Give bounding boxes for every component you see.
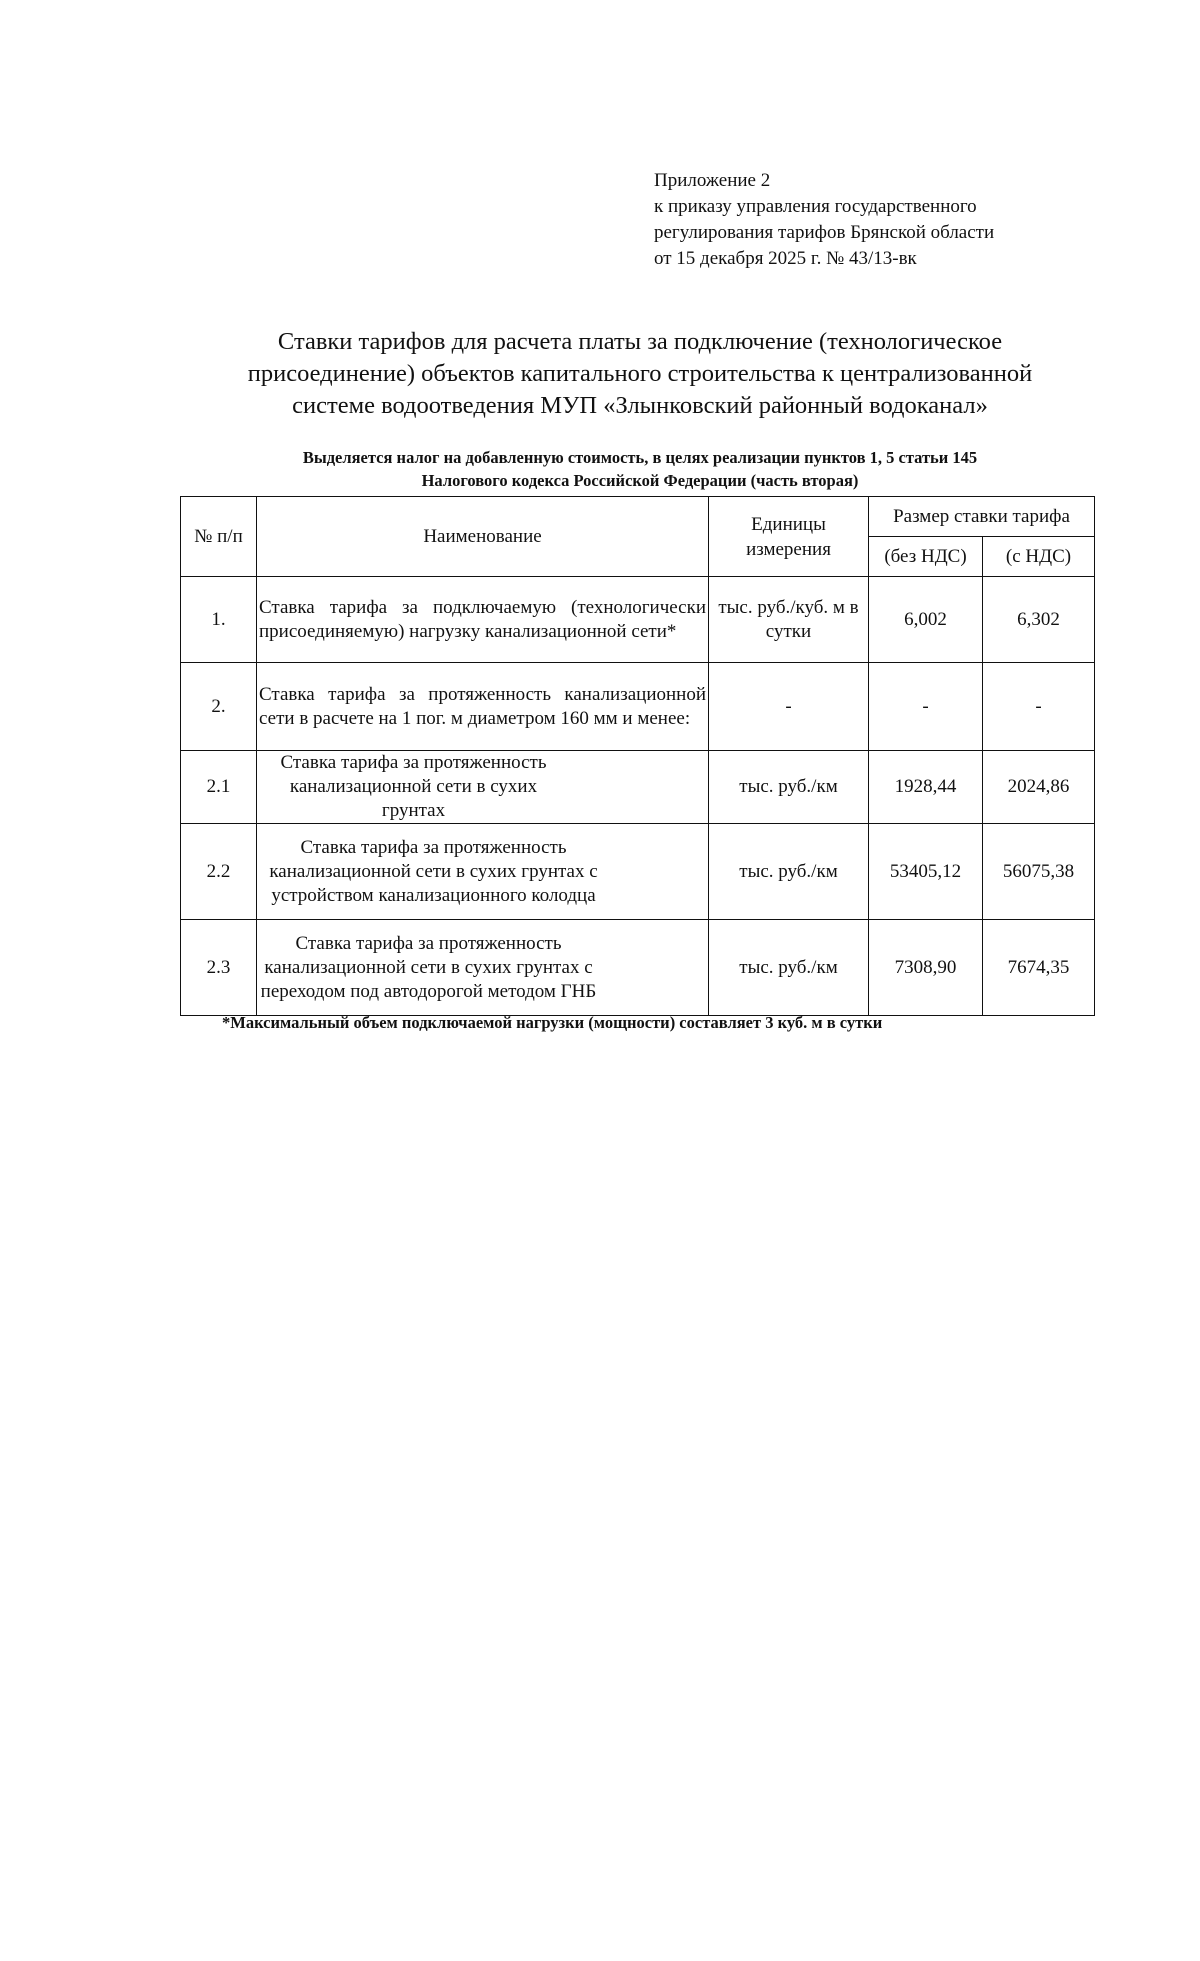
row-no-vat: 6,002 xyxy=(869,577,983,663)
header-with-vat: (с НДС) xyxy=(983,537,1095,577)
title-line-2: присоединение) объектов капитального строительства к централизованной xyxy=(247,360,1033,387)
header-rate: Размер ставки тарифа xyxy=(869,497,1095,537)
appendix-order-line: к приказу управления государственного xyxy=(654,196,977,217)
row-name: Ставка тарифа за протяженность канализационной сети в сухих грунтах с переходом под автодорогой методом ГНБ xyxy=(257,920,709,1016)
table-row xyxy=(181,920,1095,1016)
table-row xyxy=(181,577,1095,663)
row-no-vat: - xyxy=(869,663,983,751)
title-line-3: системе водоотведения МУП «Злынковский районный водоканал» xyxy=(292,392,988,419)
appendix-header xyxy=(654,168,994,272)
appendix-authority-line: регулирования тарифов Брянской области xyxy=(654,222,995,243)
row-unit: тыс. руб./куб. м в сутки xyxy=(709,577,869,663)
row-with-vat: - xyxy=(983,663,1095,751)
row-no-vat: 7308,90 xyxy=(869,920,983,1016)
row-num: 2.1 xyxy=(181,751,257,824)
row-name: Ставка тарифа за протяженность канализационной сети в сухих грунтах xyxy=(257,751,709,824)
footnote: *Максимальный объем подключаемой нагрузки (мощности) составляет 3 куб. м в сутки xyxy=(222,1013,883,1032)
appendix-date-line: от 15 декабря 2025 г. № 43/13-вк xyxy=(654,248,917,269)
row-unit: тыс. руб./км xyxy=(709,920,869,1016)
row-num: 1. xyxy=(181,577,257,663)
row-num: 2.2 xyxy=(181,824,257,920)
header-num: № п/п xyxy=(181,497,257,577)
row-num: 2. xyxy=(181,663,257,751)
table-row xyxy=(181,824,1095,920)
row-no-vat: 1928,44 xyxy=(869,751,983,824)
vat-note-line-2: Налогового кодекса Российской Федерации (часть вторая) xyxy=(421,471,859,490)
header-name: Наименование xyxy=(257,497,709,577)
header-no-vat: (без НДС) xyxy=(869,537,983,577)
row-with-vat: 56075,38 xyxy=(983,824,1095,920)
document-title xyxy=(200,326,1080,422)
header-unit: Единицы измерения xyxy=(709,497,869,577)
row-with-vat: 6,302 xyxy=(983,577,1095,663)
row-unit: тыс. руб./км xyxy=(709,824,869,920)
tariff-table xyxy=(180,496,1095,1016)
vat-note xyxy=(190,446,1090,492)
appendix-title: Приложение 2 xyxy=(654,170,771,191)
table-header-row xyxy=(181,497,1095,537)
row-num: 2.3 xyxy=(181,920,257,1016)
vat-note-line-1: Выделяется налог на добавленную стоимость, в целях реализации пунктов 1, 5 статьи 145 xyxy=(302,448,978,467)
row-name: Ставка тарифа за протяженность канализационной сети в расчете на 1 пог. м диаметром 160 мм и менее: xyxy=(257,663,709,751)
row-with-vat: 7674,35 xyxy=(983,920,1095,1016)
table-row xyxy=(181,663,1095,751)
row-name: Ставка тарифа за протяженность канализационной сети в сухих грунтах с устройством канализационного колодца xyxy=(257,824,709,920)
row-unit: - xyxy=(709,663,869,751)
title-line-1: Ставки тарифов для расчета платы за подключение (технологическое xyxy=(277,328,1003,355)
table-row xyxy=(181,751,1095,824)
row-with-vat: 2024,86 xyxy=(983,751,1095,824)
row-name: Ставка тарифа за подключаемую (технологически присоединяемую) нагрузку канализационной сети* xyxy=(257,577,709,663)
row-unit: тыс. руб./км xyxy=(709,751,869,824)
row-no-vat: 53405,12 xyxy=(869,824,983,920)
